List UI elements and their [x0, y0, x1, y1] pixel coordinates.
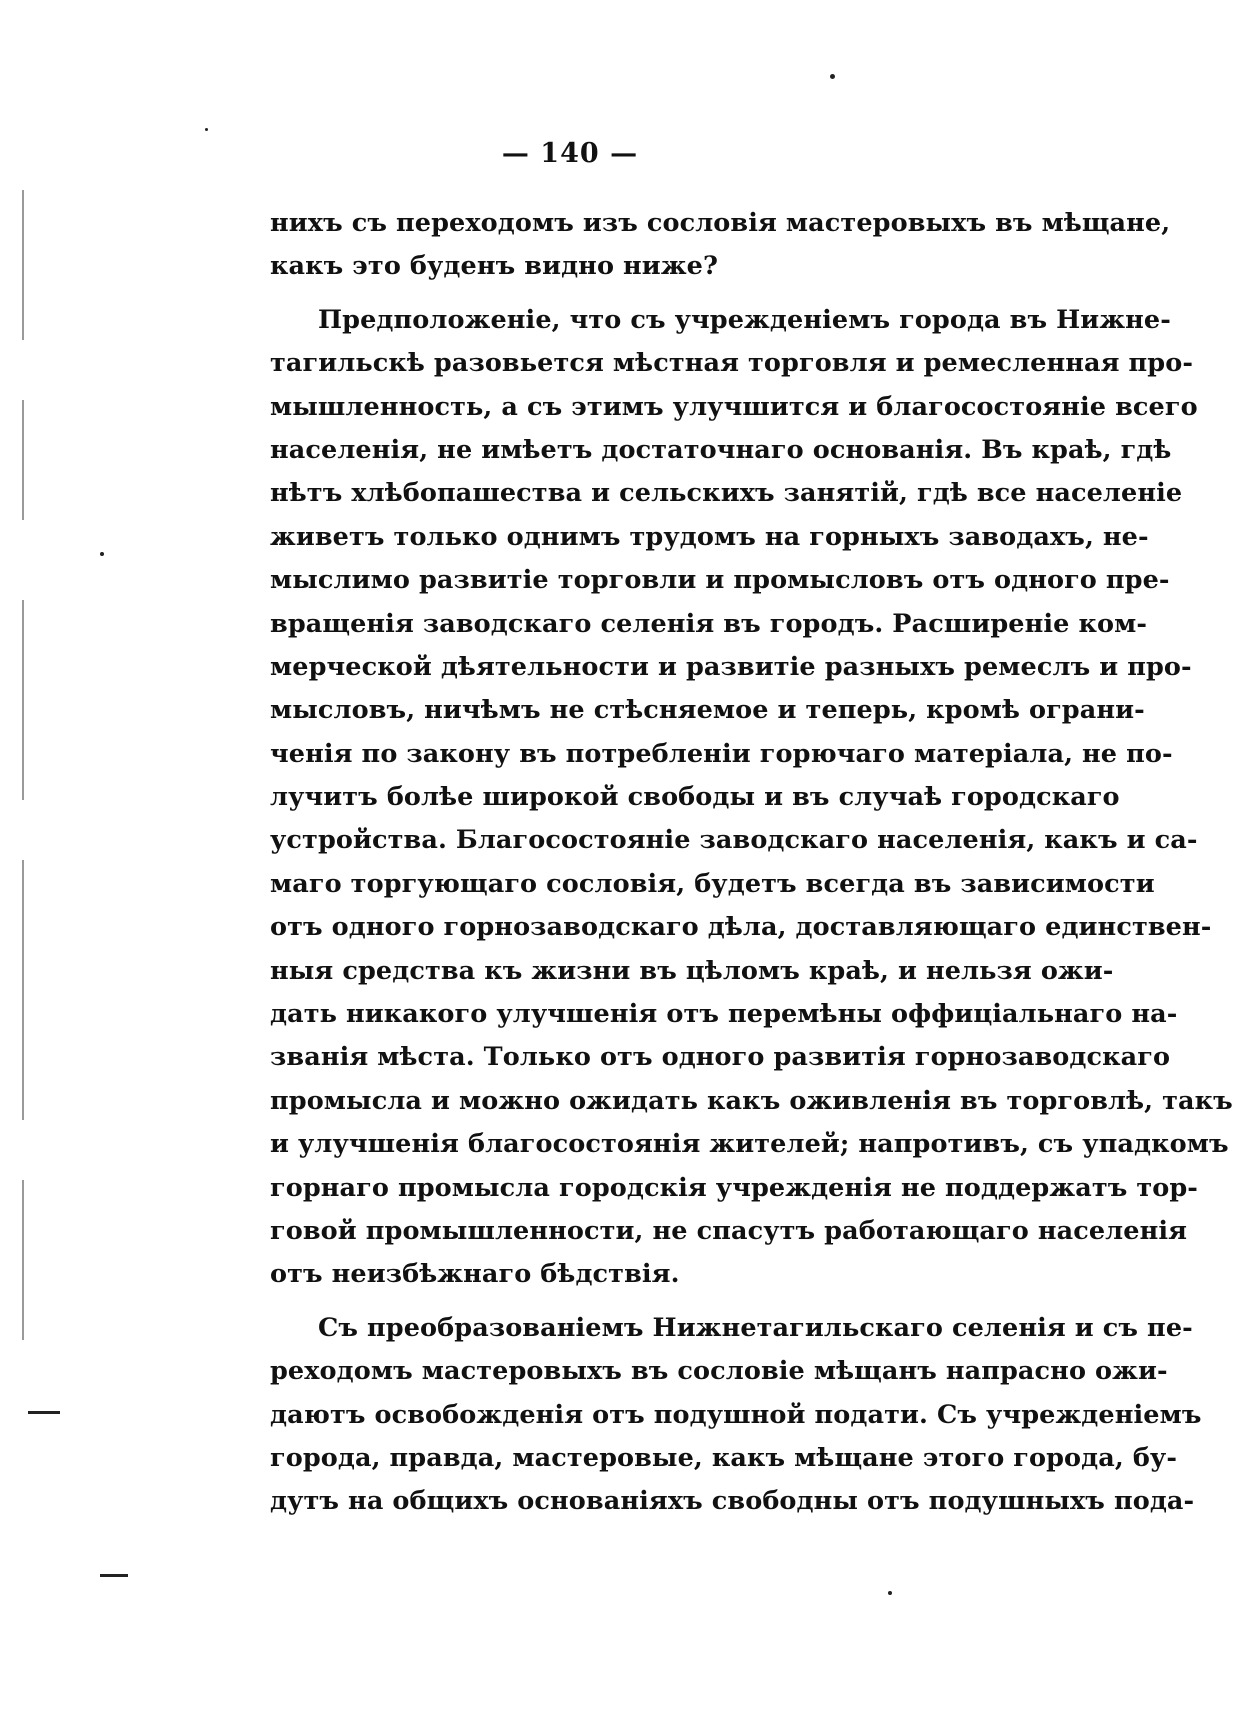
- paragraph: [270, 299, 1233, 1297]
- margin-rule: [22, 190, 24, 340]
- text-line: промысла и можно ожидать какъ оживленія въ торговлѣ, такъ: [270, 1085, 1233, 1116]
- text-line: дутъ на общихъ основаніяхъ свободны отъ подушныхъ пода-: [270, 1486, 1195, 1517]
- text-line: устройства. Благосостояніе заводскаго населенія, какъ и са-: [270, 825, 1198, 856]
- text-line: населенія, не имѣетъ достаточнаго основанія. Въ краѣ, гдѣ: [270, 434, 1172, 465]
- text-line: ныя средства къ жизни въ цѣломъ краѣ, и нельзя ожи-: [270, 955, 1114, 986]
- scan-speck: [830, 74, 835, 79]
- text-line: лучитъ болѣе широкой свободы и въ случаѣ городскаго: [270, 782, 1120, 813]
- text-line: горнаго промысла городскія учрежденія не поддержатъ тор-: [270, 1172, 1198, 1203]
- text-line: тагильскѣ разовьется мѣстная торговля и ремесленная про-: [270, 348, 1194, 379]
- text-line: какъ это буденъ видно ниже?: [270, 251, 719, 282]
- text-line: мышленность, а съ этимъ улучшится и благосостояніе всего: [270, 391, 1198, 422]
- margin-rule: [22, 860, 24, 1120]
- text-line: Предположеніе, что съ учрежденіемъ города въ Нижне-: [318, 304, 1171, 335]
- text-line: мысловъ, ничѣмъ не стѣсняемое и теперь, кромѣ ограни-: [270, 695, 1145, 726]
- scan-speck: [205, 128, 208, 131]
- text-line: нѣтъ хлѣбопашества и сельскихъ занятій, гдѣ все населеніе: [270, 478, 1183, 509]
- scan-mark: [28, 1411, 60, 1414]
- text-line: званія мѣста. Только отъ одного развитія горнозаводскаго: [270, 1042, 1171, 1073]
- text-line: реходомъ мастеровыхъ въ сословіе мѣщанъ напрасно ожи-: [270, 1356, 1168, 1387]
- text-line: мыслимо развитіе торговли и промысловъ отъ одного пре-: [270, 565, 1170, 596]
- text-line: и улучшенія благосостоянія жителей; напротивъ, съ упадкомъ: [270, 1129, 1229, 1160]
- text-line: мерческой дѣятельности и развитіе разныхъ ремеслъ и про-: [270, 651, 1192, 682]
- text-line: города, правда, мастеровые, какъ мѣщане этого города, бу-: [270, 1442, 1178, 1473]
- text-line: дать никакого улучшенія отъ перемѣны оффиціальнаго на-: [270, 999, 1178, 1030]
- text-line: отъ неизбѣжнаго бѣдствія.: [270, 1259, 680, 1290]
- margin-rule: [22, 600, 24, 800]
- text-line: говой промышленности, не спасутъ работающаго населенія: [270, 1215, 1188, 1246]
- text-line: даютъ освобожденія отъ подушной подати. Съ учрежденіемъ: [270, 1399, 1202, 1430]
- margin-rule: [22, 1180, 24, 1340]
- text-line: вращенія заводскаго селенія въ городъ. Расширеніе ком-: [270, 608, 1148, 639]
- text-line: маго торгующаго сословія, будетъ всегда въ зависимости: [270, 868, 1155, 899]
- paragraph: [270, 202, 1171, 289]
- text-line: живетъ только однимъ трудомъ на горныхъ заводахъ, не-: [270, 521, 1149, 552]
- scan-speck: [100, 552, 104, 556]
- body-text: [270, 202, 1233, 1524]
- scan-speck: [888, 1591, 892, 1595]
- text-line: Съ преобразованіемъ Нижнетагильскаго селенія и съ пе-: [318, 1312, 1193, 1343]
- paragraph: [270, 1307, 1202, 1524]
- page-number: — 140 —: [501, 138, 639, 169]
- margin-rule: [22, 400, 24, 520]
- text-line: отъ одного горнозаводскаго дѣла, доставляющаго единствен-: [270, 912, 1212, 943]
- text-line: нихъ съ переходомъ изъ сословія мастеровыхъ въ мѣщане,: [270, 208, 1171, 238]
- text-line: ченія по закону въ потребленіи горючаго матеріала, не по-: [270, 738, 1173, 769]
- scan-mark: [100, 1574, 128, 1577]
